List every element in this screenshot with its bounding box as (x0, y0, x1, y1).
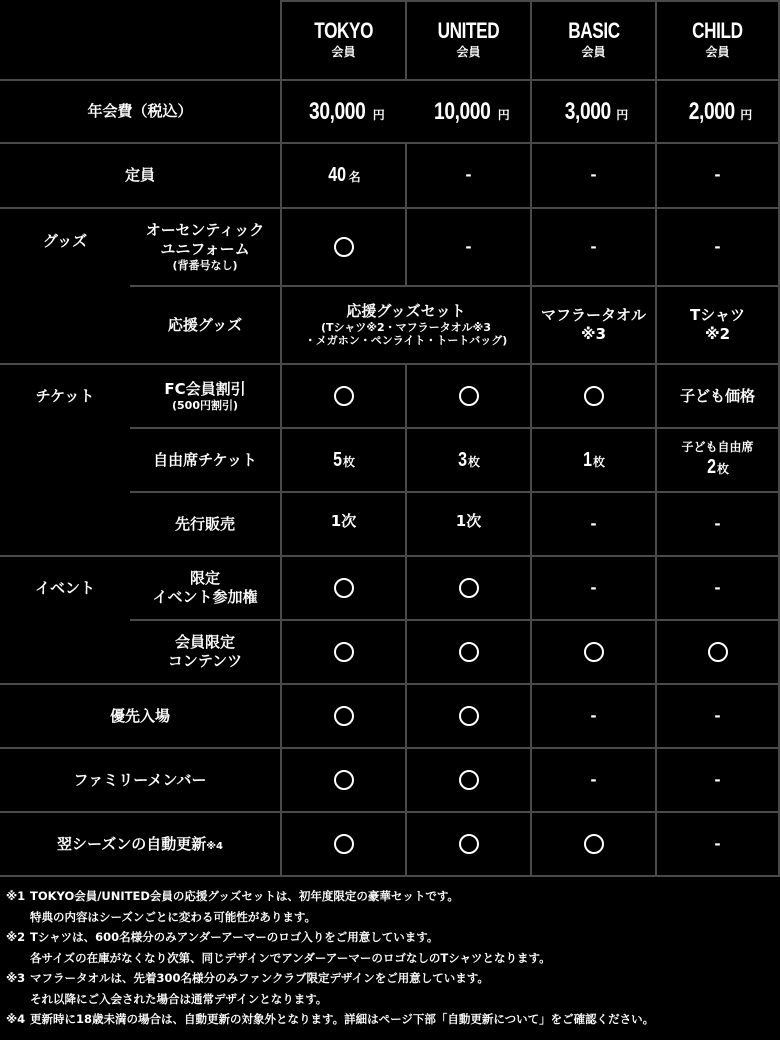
footnote-text: マフラータオルは、先着300名様分のみファンクラブ限定デザインをご用意しています。 (30, 971, 489, 985)
label: 先行販売 (174, 514, 235, 533)
footnote-mark (6, 948, 30, 969)
uniform-united (407, 209, 530, 285)
circle-icon (459, 386, 479, 406)
auto-renew-tokyo (282, 813, 405, 875)
sheet-unit: 枚 (717, 462, 730, 476)
row-label-priority-entry (0, 685, 280, 747)
row-label-capacity (0, 144, 280, 207)
footnote-mark: ※4 (6, 1012, 26, 1026)
footnote (6, 948, 776, 969)
support-goods-tokyo-united (282, 287, 530, 363)
goods-name: マフラータオル (540, 306, 646, 325)
priority-entry-basic (532, 685, 655, 747)
member-content-basic (532, 621, 655, 683)
dash: - (465, 237, 472, 256)
plan-name: TOKYO (314, 17, 373, 43)
dash: - (714, 834, 721, 853)
support-goods-basic (532, 287, 655, 363)
price-value: 3,000 (564, 97, 611, 125)
price-value: 2,000 (688, 97, 735, 125)
member-content-united (407, 621, 530, 683)
count: 5 (333, 448, 342, 471)
footnotes (6, 886, 776, 1030)
footnote-mark: ※2 (6, 930, 26, 944)
sheet-unit: 枚 (343, 454, 356, 469)
circle-icon (334, 706, 354, 726)
dash: - (714, 166, 721, 185)
plan-name: CHILD (692, 17, 743, 43)
presale-united (407, 493, 530, 549)
sheet-unit: 枚 (593, 454, 606, 469)
circle-icon (584, 834, 604, 854)
price-child (657, 81, 778, 142)
label: 優先入場 (109, 706, 170, 725)
label: グッズ (42, 231, 88, 250)
yen-unit: 円 (497, 107, 510, 122)
dash: - (714, 578, 721, 597)
limited-event-child (657, 557, 778, 619)
row-label-member-content (130, 621, 280, 683)
label: ユニフォーム (160, 240, 250, 259)
fc-discount-basic (532, 365, 655, 427)
support-set-items: ・メガホン・ペンライト・トートバッグ) (304, 334, 508, 348)
plan-header-united (407, 0, 530, 79)
footnote-text: TOKYO会員/UNITED会員の応援グッズセットは、初年度限定の豪華セットです。 (30, 889, 459, 903)
footnote-mark (6, 907, 30, 928)
dash: - (714, 770, 721, 789)
plan-header-tokyo (282, 0, 405, 79)
capacity-child (657, 144, 778, 207)
free-seat-basic (532, 429, 655, 491)
dash: - (590, 237, 597, 256)
presale-tokyo (282, 493, 405, 549)
footnote-mark: ※3 (6, 971, 26, 985)
member-content-child (657, 621, 778, 683)
row-label-free-seat (130, 429, 280, 491)
footnote-text: 更新時に18歳未満の場合は、自動更新の対象外となります。詳細はページ下部「自動更新について」をご確認ください。 (30, 1012, 655, 1026)
footnote (6, 927, 776, 948)
circle-icon (334, 642, 354, 662)
footnote-text: Tシャツは、600名様分のみアンダーアーマーのロゴ入りをご用意しています。 (30, 930, 439, 944)
goods-name: Tシャツ (690, 306, 745, 325)
free-seat-child (657, 429, 778, 491)
dash: - (590, 706, 597, 725)
group-label-goods (0, 209, 130, 273)
footnote-text: 各サイズの在庫がなくなり次第、同じデザインでアンダーアーマーのロゴなしのTシャツとなります。 (30, 950, 551, 965)
label: オーセンティック (145, 221, 265, 240)
footnote-mark: ※1 (6, 889, 26, 903)
footnote (6, 1009, 776, 1030)
dash: - (590, 578, 597, 597)
plan-name: UNITED (437, 17, 500, 43)
limited-event-united (407, 557, 530, 619)
uniform-tokyo (282, 209, 405, 285)
plan-sub: 会員 (581, 44, 606, 59)
auto-renew-child (657, 813, 778, 875)
uniform-basic (532, 209, 655, 285)
row-label-support-goods (130, 287, 280, 363)
price-tokyo (282, 81, 405, 142)
circle-icon (334, 578, 354, 598)
dash: - (590, 166, 597, 185)
group-label-event (0, 557, 130, 619)
row-label-presale (130, 493, 280, 555)
circle-icon (584, 642, 604, 662)
family-member-child (657, 749, 778, 811)
family-member-basic (532, 749, 655, 811)
circle-icon (459, 642, 479, 662)
free-seat-tokyo (282, 429, 405, 491)
support-set-title: 応援グッズセット (346, 301, 466, 320)
free-seat-united (407, 429, 530, 491)
capacity-basic (532, 144, 655, 207)
footnote (6, 989, 776, 1010)
label: イベント (34, 578, 95, 597)
circle-icon (459, 706, 479, 726)
goods-note: ※3 (580, 325, 607, 343)
dash: - (590, 514, 597, 533)
presale-value: 1次 (455, 511, 482, 530)
label: コンテンツ (167, 652, 243, 670)
label-sub: (500円割引) (171, 398, 239, 412)
plan-sub: 会員 (705, 44, 730, 59)
price-value: 10,000 (434, 97, 491, 125)
footnote-mark (6, 989, 30, 1010)
dash: - (714, 514, 721, 533)
footnote (6, 907, 776, 928)
dash: - (590, 770, 597, 789)
fc-discount-united (407, 365, 530, 427)
footnote (6, 968, 776, 989)
capacity-united (407, 144, 530, 207)
dash: - (714, 706, 721, 725)
presale-child (657, 493, 778, 555)
label-note: ※4 (206, 840, 223, 852)
label: 年会費（税込） (87, 102, 193, 121)
label: 応援グッズ (167, 315, 243, 334)
label: 限定 (189, 569, 220, 588)
plan-name: BASIC (567, 17, 620, 43)
plan-header-basic (532, 0, 655, 79)
limited-event-basic (532, 557, 655, 619)
label: ファミリーメンバー (73, 770, 207, 789)
dash: - (465, 166, 472, 185)
label: 翌シーズンの自動更新 (57, 834, 207, 853)
uniform-child (657, 209, 778, 285)
yen-unit: 円 (740, 107, 753, 122)
label: 会員限定 (174, 633, 235, 652)
label: FC会員割引 (164, 379, 246, 398)
footnote (6, 886, 776, 907)
row-label-fc-discount (130, 365, 280, 427)
member-content-tokyo (282, 621, 405, 683)
row-label-uniform (130, 209, 280, 285)
capacity-value: 40 (328, 164, 347, 186)
group-label-ticket (0, 365, 130, 427)
count: 3 (458, 448, 467, 471)
capacity-tokyo (282, 144, 405, 207)
circle-icon (708, 642, 728, 662)
price-united (407, 81, 530, 142)
dash: - (714, 237, 721, 256)
label-sub: (背番号なし) (172, 258, 238, 272)
plan-header-child (657, 0, 778, 79)
count: 1 (583, 448, 592, 471)
support-goods-child (657, 287, 778, 363)
yen-unit: 円 (616, 107, 629, 122)
row-label-annual-fee (0, 81, 280, 142)
circle-icon (334, 834, 354, 854)
circle-icon (584, 386, 604, 406)
circle-icon (459, 770, 479, 790)
child-free-seat: 子ども自由席 (681, 440, 754, 454)
row-label-limited-event (130, 557, 280, 619)
child-price: 子ども価格 (679, 386, 755, 405)
presale-basic (532, 493, 655, 555)
footnote-text: 特典の内容はシーズンごとに変わる可能性があります。 (30, 909, 317, 924)
priority-entry-united (407, 685, 530, 747)
limited-event-tokyo (282, 557, 405, 619)
family-member-tokyo (282, 749, 405, 811)
sheet-unit: 枚 (468, 454, 481, 469)
circle-icon (334, 770, 354, 790)
capacity-unit: 名 (348, 170, 361, 184)
plan-sub: 会員 (331, 44, 356, 59)
yen-unit: 円 (372, 107, 385, 122)
grid-line (0, 875, 780, 877)
label: イベント参加権 (152, 588, 258, 606)
price-basic (532, 81, 655, 142)
plan-sub: 会員 (456, 44, 481, 59)
row-label-family-member (0, 749, 280, 811)
footnote-text: それ以降にご入会された場合は通常デザインとなります。 (30, 991, 328, 1006)
label: 自由席チケット (153, 450, 257, 469)
auto-renew-basic (532, 813, 655, 875)
family-member-united (407, 749, 530, 811)
priority-entry-child (657, 685, 778, 747)
presale-value: 1次 (330, 511, 357, 530)
circle-icon (459, 834, 479, 854)
circle-icon (459, 578, 479, 598)
support-set-items: (Tシャツ※2・マフラータオル※3 (320, 320, 491, 334)
label: チケット (35, 386, 95, 405)
fc-discount-tokyo (282, 365, 405, 427)
circle-icon (334, 386, 354, 406)
count: 2 (707, 456, 716, 478)
label: 定員 (124, 166, 155, 185)
priority-entry-tokyo (282, 685, 405, 747)
goods-note: ※2 (704, 325, 731, 343)
row-label-auto-renew (0, 813, 280, 875)
auto-renew-united (407, 813, 530, 875)
fc-discount-child (657, 365, 778, 427)
price-value: 30,000 (309, 97, 366, 125)
circle-icon (334, 237, 354, 257)
